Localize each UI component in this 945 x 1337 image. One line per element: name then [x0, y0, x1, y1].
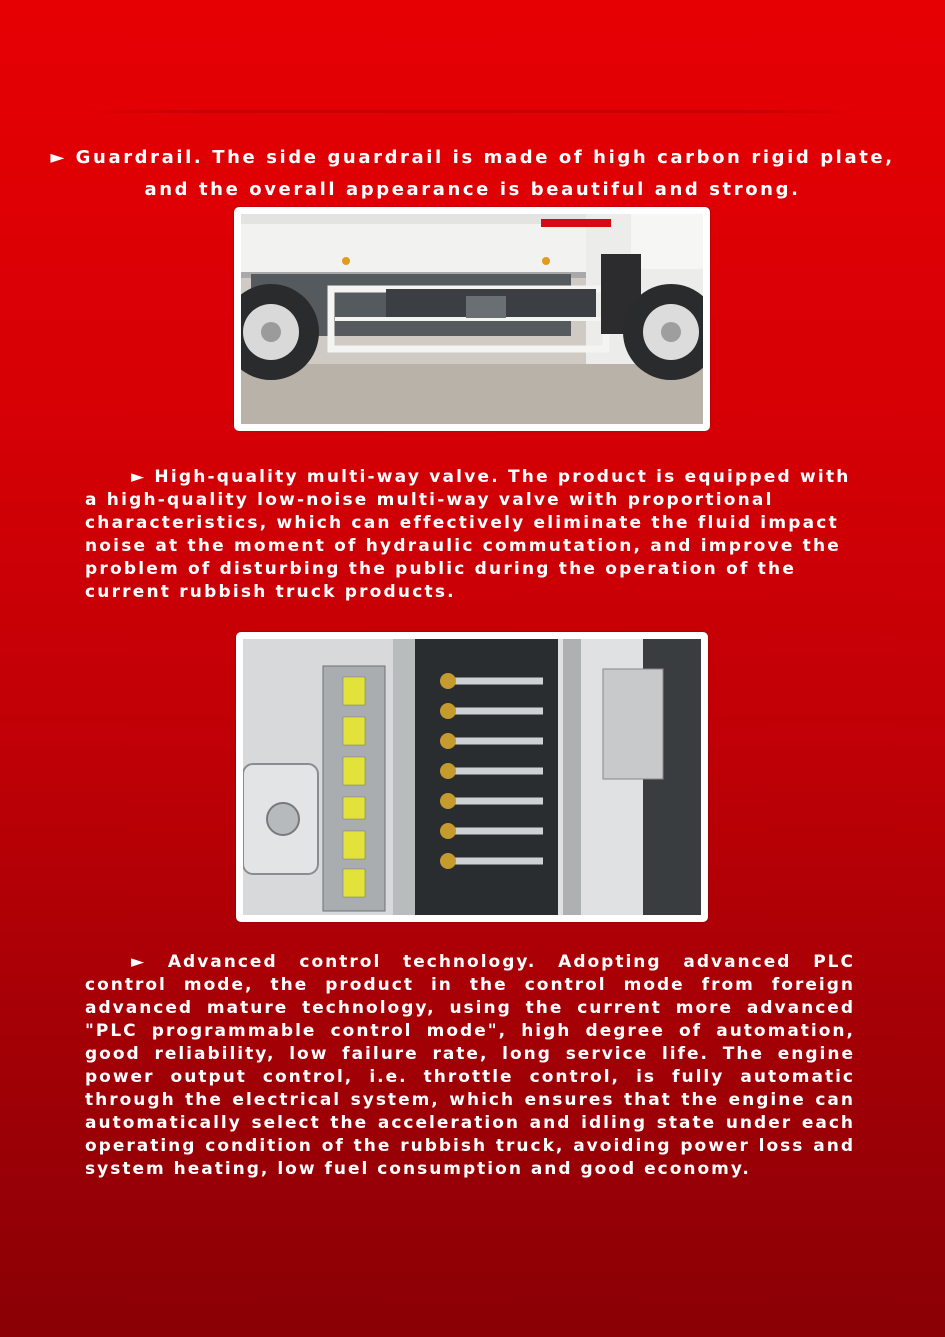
guardrail-text: Guardrail. The side guardrail is made of high carbon rigid plate, and the overall appearance is beautiful and strong.	[75, 147, 895, 200]
guardrail-paragraph	[40, 142, 905, 206]
bullet-icon: ►	[131, 467, 147, 487]
truck-side-illustration	[241, 214, 703, 424]
section-divider	[85, 110, 860, 113]
bullet-icon: ►	[50, 147, 67, 168]
valve-photo	[236, 632, 708, 922]
bullet-icon: ►	[131, 952, 147, 972]
guardrail-photo	[234, 207, 710, 431]
control-paragraph	[85, 951, 855, 1181]
control-text: Advanced control technology. Adopting advanced PLC control mode, the product in the control mode from foreign advanced mature technology, using the current more advanced "PLC programmable control mode", high degree of automation, good reliability, low failure rate, long service life. The engine power output control, i.e. throttle control, is fully automatic through the electrical system, which ensures that the engine can automatically select the acceleration and idling state under each operating condition of the rubbish truck, avoiding power loss and system heating, low fuel consumption and good economy.	[85, 952, 855, 1179]
multi-way-valve-illustration	[243, 639, 701, 915]
valve-text: High-quality multi-way valve. The product is equipped with a high-quality low-noise multi-way valve with proportional characteristics, which can effectively eliminate the fluid impact noise at the moment of hydraulic commutation, and improve the problem of disturbing the public during the operation of the current rubbish truck products.	[85, 467, 851, 602]
valve-paragraph	[85, 466, 860, 604]
